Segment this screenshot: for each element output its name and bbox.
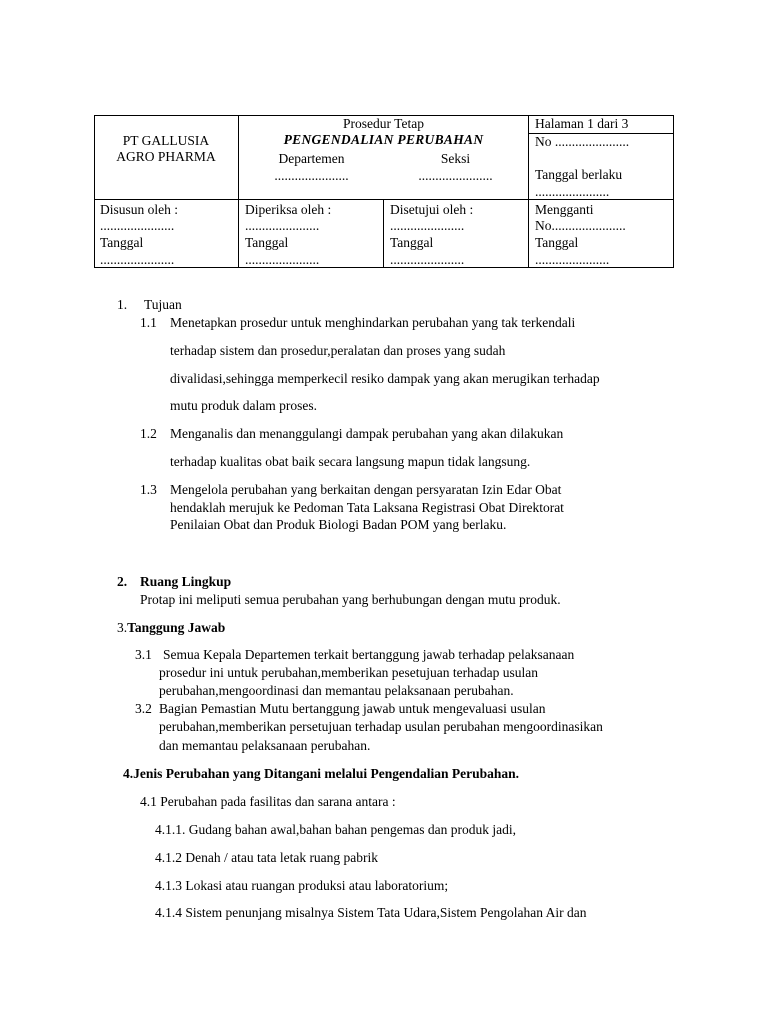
section-label: Seksi (440, 151, 471, 166)
item-4-1-2: 4.1.2 Denah / atau tata letak ruang pabrik (155, 850, 379, 865)
item-4-1-3: 4.1.3 Lokasi atau ruangan produksi atau laboratorium; (155, 878, 449, 893)
item-1-1-number: 1.1 (140, 315, 157, 330)
department-value: ...................... (274, 168, 349, 183)
prepared-date-label: Tanggal (100, 235, 144, 250)
item-3-1-line3: perubahan,mengoordinasi dan memantau pelaksanaan perubahan. (159, 683, 514, 698)
item-1-2-line2: terhadap kualitas obat baik secara langsung mapun tidak langsung. (170, 454, 531, 469)
prepared-by-dots: ...................... (100, 218, 175, 233)
item-1-3-line3: Penilaian Obat dan Produk Biologi Badan POM yang berlaku. (170, 517, 507, 532)
section-2-body: Protap ini meliputi semua perubahan yang berhubungan dengan mutu produk. (140, 592, 561, 607)
item-3-2-line3: dan memantau pelaksanaan perubahan. (159, 738, 371, 753)
replaces-date-dots: ...................... (535, 252, 610, 267)
company-name-line2: AGRO PHARMA (116, 149, 216, 164)
checked-date-label: Tanggal (245, 235, 289, 250)
item-1-2-line1: Menganalis dan menanggulangi dampak perubahan yang akan dilakukan (170, 426, 564, 441)
table-col-divider-3 (528, 115, 529, 268)
section-1-number: 1. (117, 297, 128, 312)
item-3-2-number: 3.2 (135, 701, 152, 716)
item-1-3-line2: hendaklah merujuk ke Pedoman Tata Laksana Registrasi Obat Direktorat (170, 500, 564, 515)
item-1-1-line3: divalidasi,sehingga memperkecil resiko dampak yang akan merugikan terhadap (170, 371, 600, 386)
item-1-1-line4: mutu produk dalam proses. (170, 398, 317, 413)
checked-by-dots: ...................... (245, 218, 320, 233)
section-2-number: 2. (117, 574, 128, 589)
prepared-date-dots: ...................... (100, 252, 175, 267)
item-3-2-line1: Bagian Pemastian Mutu bertanggung jawab untuk mengevaluasi usulan (159, 701, 546, 716)
item-1-3-line1: Mengelola perubahan yang berkaitan dengan persyaratan Izin Edar Obat (170, 482, 562, 497)
effective-date-label: Tanggal berlaku (535, 167, 623, 182)
department-label: Departemen (278, 151, 345, 166)
item-4-1-4: 4.1.4 Sistem penunjang misalnya Sistem Tata Udara,Sistem Pengolahan Air dan (155, 905, 587, 920)
prepared-by-label: Disusun oleh : (100, 202, 179, 217)
approved-by-dots: ...................... (390, 218, 465, 233)
document-type: Prosedur Tetap (343, 116, 424, 131)
item-1-1-line2: terhadap sistem dan prosedur,peralatan dan proses yang sudah (170, 343, 506, 358)
checked-by-label: Diperiksa oleh : (245, 202, 332, 217)
effective-date-value: ...................... (535, 184, 610, 199)
item-4-1-1: 4.1.1. Gudang bahan awal,bahan bahan pengemas dan produk jadi, (155, 822, 517, 837)
approved-date-label: Tanggal (390, 235, 434, 250)
item-4-1: 4.1 Perubahan pada fasilitas dan sarana antara : (140, 794, 396, 809)
replaces-date-label: Tanggal (535, 235, 579, 250)
item-3-1-number: 3.1 (135, 647, 152, 662)
approved-date-dots: ...................... (390, 252, 465, 267)
section-3-heading (117, 620, 225, 636)
document-title: PENGENDALIAN PERUBAHAN (283, 132, 484, 147)
page-info: Halaman 1 dari 3 (535, 116, 629, 131)
section-3-number: 3. (117, 620, 128, 635)
section-1-title: Tujuan (144, 297, 182, 312)
table-border-right (673, 115, 674, 268)
section-2-title: Ruang Lingkup (140, 574, 232, 589)
item-3-1-line1: Semua Kepala Departemen terkait bertanggung jawab terhadap pelaksanaan (163, 647, 575, 662)
replaces-label: Mengganti (535, 202, 594, 217)
approved-by-label: Disetujui oleh : (390, 202, 474, 217)
section-3-title: Tanggung Jawab (127, 620, 226, 635)
section-value: ...................... (418, 168, 493, 183)
company-name-line1: PT GALLUSIA (122, 133, 210, 148)
checked-date-dots: ...................... (245, 252, 320, 267)
item-1-3-number: 1.3 (140, 482, 157, 497)
document-number: No ...................... (535, 134, 630, 149)
item-3-1-line2: prosedur ini untuk perubahan,memberikan pesetujuan terhadap usulan (159, 665, 539, 680)
item-3-2-line2: perubahan,memberikan persetujuan terhadap usulan perubahan mengoordinasikan (159, 719, 603, 734)
document-header-table (94, 115, 674, 268)
replaces-number: No...................... (535, 218, 626, 233)
table-col-divider-2 (383, 199, 384, 268)
item-1-2-number: 1.2 (140, 426, 157, 441)
section-4-heading: 4.Jenis Perubahan yang Ditangani melalui Pengendalian Perubahan. (123, 766, 520, 781)
item-1-1-line1: Menetapkan prosedur untuk menghindarkan perubahan yang tak terkendali (170, 315, 576, 330)
